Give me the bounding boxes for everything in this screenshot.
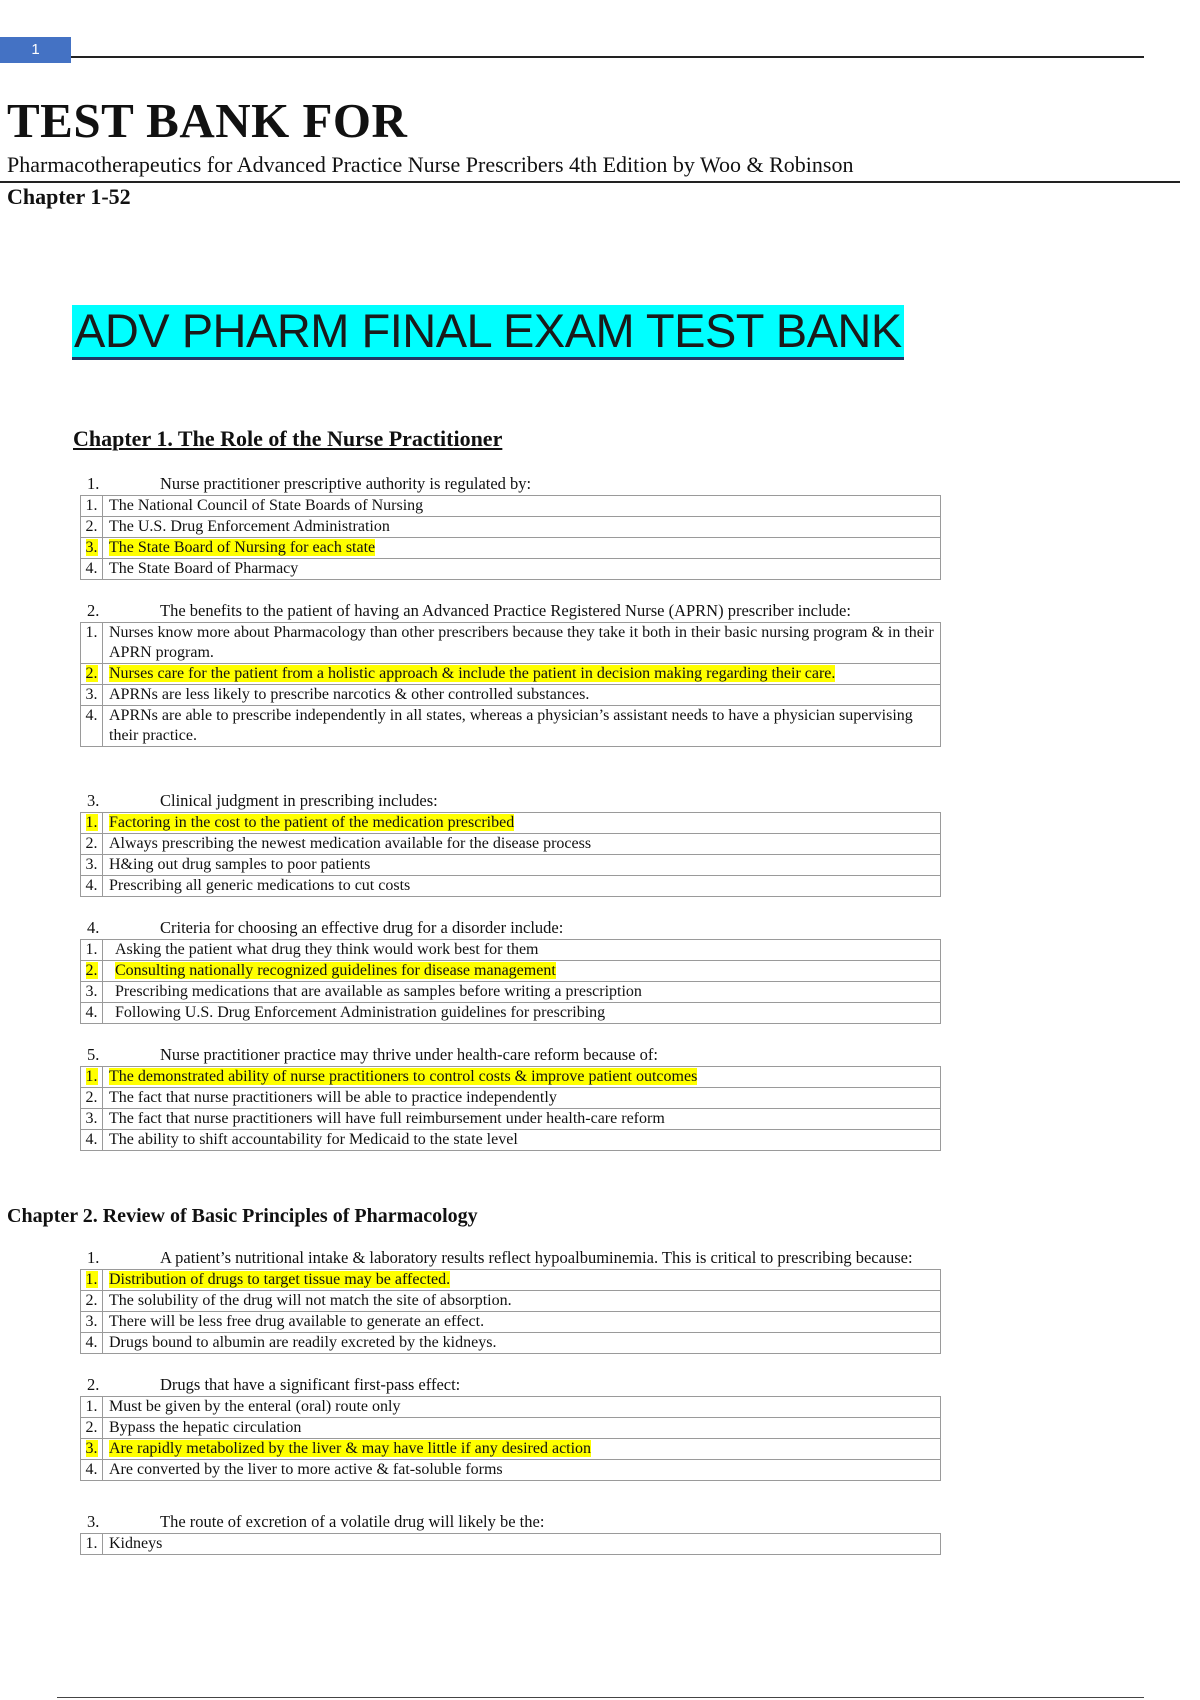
question-number: 2. <box>87 601 100 620</box>
question-number: 4. <box>87 918 100 937</box>
option-text: APRNs are less likely to prescribe narcotics & other controlled substances. <box>103 685 941 706</box>
question-number: 1. <box>87 474 100 493</box>
option-row[interactable] <box>81 623 941 664</box>
question-block <box>80 1044 1020 1151</box>
option-text: Drugs bound to albumin are readily excreted by the kidneys. <box>103 1333 941 1354</box>
question-block <box>80 1247 1180 1354</box>
question-stem <box>80 917 1020 939</box>
option-row[interactable] <box>81 517 941 538</box>
option-number: 3. <box>81 982 103 1003</box>
option-text <box>103 961 941 982</box>
option-text <box>103 1270 941 1291</box>
book-subtitle: Pharmacotherapeutics for Advanced Practice Nurse Prescribers 4th Edition by Woo & Robinson <box>7 152 854 177</box>
option-text: The U.S. Drug Enforcement Administration <box>103 517 941 538</box>
option-text: Nurses know more about Pharmacology than other prescribers because they take it both in their basic nursing program & in their APRN program. <box>103 623 941 664</box>
option-row[interactable] <box>81 1003 941 1024</box>
option-row[interactable] <box>81 685 941 706</box>
option-text: Kidneys <box>103 1534 941 1555</box>
option-number: 4. <box>81 1130 103 1151</box>
option-number: 4. <box>81 706 103 747</box>
question-text: Nurse practitioner practice may thrive under health-care reform because of: <box>160 1045 658 1064</box>
options-table <box>80 1533 941 1555</box>
correct-answer-highlight: Consulting nationally recognized guidelines for disease management <box>115 962 556 979</box>
option-number: 1. <box>81 1534 103 1555</box>
question-stem <box>80 1247 1180 1269</box>
option-number: 1. <box>81 940 103 961</box>
chapter-heading: Chapter 2. Review of Basic Principles of Pharmacology <box>7 1205 478 1227</box>
option-row[interactable] <box>81 1418 941 1439</box>
option-text: Prescribing all generic medications to cut costs <box>103 876 941 897</box>
option-text: The National Council of State Boards of Nursing <box>103 496 941 517</box>
option-number: 4. <box>81 559 103 580</box>
question-text: Nurse practitioner prescriptive authority is regulated by: <box>160 474 532 493</box>
option-number: 3. <box>81 1439 103 1460</box>
option-text <box>103 538 941 559</box>
option-row[interactable] <box>81 706 941 747</box>
header-rule <box>71 56 1144 58</box>
option-text: Asking the patient what drug they think would work best for them <box>103 940 941 961</box>
option-row[interactable] <box>81 1088 941 1109</box>
option-row[interactable] <box>81 1534 941 1555</box>
options-table <box>80 812 941 897</box>
option-number: 1. <box>81 1067 103 1088</box>
option-number: 3. <box>81 538 103 559</box>
correct-answer-highlight: The State Board of Nursing for each state <box>109 539 376 556</box>
option-number: 4. <box>81 1460 103 1481</box>
option-text: The State Board of Pharmacy <box>103 559 941 580</box>
option-number: 1. <box>81 1270 103 1291</box>
option-number: 3. <box>81 685 103 706</box>
option-number: 2. <box>81 961 103 982</box>
correct-answer-highlight: Factoring in the cost to the patient of the medication prescribed <box>109 814 515 831</box>
question-block <box>80 1374 1020 1481</box>
option-number: 3. <box>81 1109 103 1130</box>
option-row-correct[interactable] <box>81 664 941 685</box>
option-number: 2. <box>81 517 103 538</box>
options-table <box>80 495 941 580</box>
options-table <box>80 1396 941 1481</box>
question-text: Criteria for choosing an effective drug for a disorder include: <box>160 918 564 937</box>
question-text: Clinical judgment in prescribing includes: <box>160 791 438 810</box>
option-text: The fact that nurse practitioners will be able to practice independently <box>103 1088 941 1109</box>
question-block <box>80 600 1020 747</box>
option-text: Are converted by the liver to more active & fat-soluble forms <box>103 1460 941 1481</box>
question-text: Drugs that have a significant first-pass effect: <box>160 1375 461 1394</box>
option-number: 1. <box>81 813 103 834</box>
question-text: The route of excretion of a volatile drug will likely be the: <box>160 1512 545 1531</box>
question-text: A patient’s nutritional intake & laboratory results reflect hypoalbuminemia. This is critical to prescribing because: <box>160 1248 913 1267</box>
option-text <box>103 1439 941 1460</box>
options-table <box>80 1066 941 1151</box>
options-table <box>80 939 941 1024</box>
question-block <box>80 473 1020 580</box>
option-row[interactable] <box>81 1333 941 1354</box>
option-row[interactable] <box>81 559 941 580</box>
question-stem <box>80 1374 1020 1396</box>
option-number: 3. <box>81 1312 103 1333</box>
correct-answer-highlight: Distribution of drugs to target tissue may be affected. <box>109 1271 451 1288</box>
option-row[interactable] <box>81 834 941 855</box>
question-stem <box>80 473 1020 495</box>
correct-answer-highlight: The demonstrated ability of nurse practitioners to control costs & improve patient outcomes <box>109 1068 698 1085</box>
option-row[interactable] <box>81 855 941 876</box>
option-row-correct[interactable] <box>81 1439 941 1460</box>
option-text: There will be less free drug available to generate an effect. <box>103 1312 941 1333</box>
option-text: Prescribing medications that are available as samples before writing a prescription <box>103 982 941 1003</box>
question-stem <box>80 600 1020 622</box>
option-text: Bypass the hepatic circulation <box>103 1418 941 1439</box>
chapter-heading: Chapter 1. The Role of the Nurse Practitioner <box>73 426 503 451</box>
options-table <box>80 1269 941 1354</box>
option-text: Must be given by the enteral (oral) route only <box>103 1397 941 1418</box>
question-text: The benefits to the patient of having an Advanced Practice Registered Nurse (APRN) prescriber include: <box>160 601 851 620</box>
option-row-correct[interactable] <box>81 813 941 834</box>
question-number: 2. <box>87 1375 100 1394</box>
option-text <box>103 1067 941 1088</box>
option-number: 1. <box>81 496 103 517</box>
option-text: APRNs are able to prescribe independently in all states, whereas a physician’s assistant needs to have a physician supervising their practice. <box>103 706 941 747</box>
question-stem <box>80 1511 1020 1533</box>
option-number: 2. <box>81 1291 103 1312</box>
question-number: 5. <box>87 1045 100 1064</box>
question-stem <box>80 1044 1020 1066</box>
option-row[interactable] <box>81 1291 941 1312</box>
options-table <box>80 622 941 747</box>
option-row[interactable] <box>81 1130 941 1151</box>
correct-answer-highlight: Nurses care for the patient from a holistic approach & include the patient in decision making regarding their care. <box>109 665 836 682</box>
subtitle-rule <box>0 181 1180 183</box>
option-number: 2. <box>81 664 103 685</box>
option-text: The solubility of the drug will not match the site of absorption. <box>103 1291 941 1312</box>
exam-banner: ADV PHARM FINAL EXAM TEST BANK <box>72 305 904 360</box>
option-row[interactable] <box>81 1460 941 1481</box>
option-row-correct[interactable] <box>81 1067 941 1088</box>
option-text: The fact that nurse practitioners will have full reimbursement under health-care reform <box>103 1109 941 1130</box>
option-row-correct[interactable] <box>81 1270 941 1291</box>
option-number: 1. <box>81 623 103 664</box>
option-text: The ability to shift accountability for Medicaid to the state level <box>103 1130 941 1151</box>
option-number: 3. <box>81 855 103 876</box>
option-row[interactable] <box>81 496 941 517</box>
option-number: 4. <box>81 876 103 897</box>
question-block <box>80 917 1020 1024</box>
option-text: Always prescribing the newest medication available for the disease process <box>103 834 941 855</box>
footer-rule <box>57 1697 1144 1698</box>
option-row[interactable] <box>81 982 941 1003</box>
document-title: TEST BANK FOR <box>7 93 408 148</box>
option-number: 2. <box>81 1418 103 1439</box>
option-text: Following U.S. Drug Enforcement Administration guidelines for prescribing <box>103 1003 941 1024</box>
option-number: 4. <box>81 1003 103 1024</box>
correct-answer-highlight: Are rapidly metabolized by the liver & may have little if any desired action <box>109 1440 592 1457</box>
option-row[interactable] <box>81 876 941 897</box>
option-text: H&ing out drug samples to poor patients <box>103 855 941 876</box>
page-number-badge: 1 <box>0 37 71 63</box>
option-row-correct[interactable] <box>81 961 941 982</box>
question-number: 3. <box>87 1512 100 1531</box>
option-text <box>103 813 941 834</box>
option-row[interactable] <box>81 1397 941 1418</box>
question-block <box>80 790 1020 897</box>
question-number: 3. <box>87 791 100 810</box>
option-number: 1. <box>81 1397 103 1418</box>
question-stem <box>80 790 1020 812</box>
option-row[interactable] <box>81 1312 941 1333</box>
option-number: 4. <box>81 1333 103 1354</box>
option-number: 2. <box>81 834 103 855</box>
option-number: 2. <box>81 1088 103 1109</box>
chapter-range: Chapter 1-52 <box>7 184 131 209</box>
question-number: 1. <box>87 1248 100 1267</box>
option-row[interactable] <box>81 1109 941 1130</box>
question-block <box>80 1511 1020 1555</box>
option-row-correct[interactable] <box>81 538 941 559</box>
option-row[interactable] <box>81 940 941 961</box>
option-text <box>103 664 941 685</box>
